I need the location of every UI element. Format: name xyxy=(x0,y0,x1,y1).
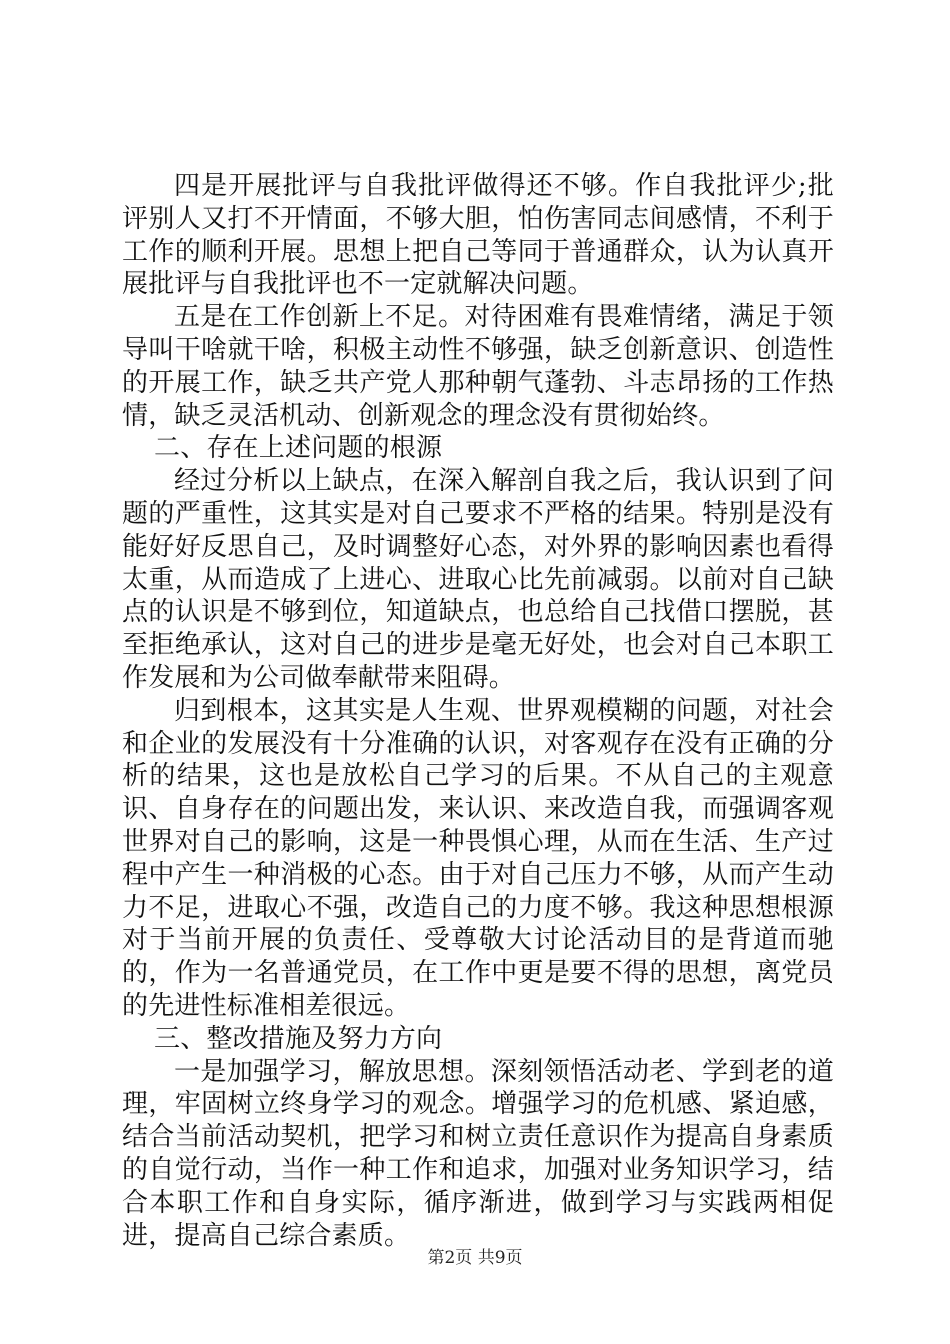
paragraph-criticism: 四是开展批评与自我批评做得还不够。作自我批评少;批评别人又打不开情面，不够大胆，怕伤害同志间感情，不利于工作的顺利开展。思想上把自己等同于普通群众，认为认真开展批评与自我批评也不一定就解决问题。 xyxy=(122,171,834,300)
paragraph-study: 一是加强学习，解放思想。深刻领悟活动老、学到老的道理，牢固树立终身学习的观念。增强学习的危机感、紧迫感，结合当前活动契机，把学习和树立责任意识作为提高自身素质的自觉行动，当作一种工作和追求，加强对业务知识学习，结合本职工作和自身实际，循序渐进，做到学习与实践两相促进，提高自己综合素质。 xyxy=(122,1056,834,1251)
page-number-footer: 第2页 共9页 xyxy=(427,1248,523,1268)
paragraph-fundamental: 归到根本，这其实是人生观、世界观模糊的问题，对社会和企业的发展没有十分准确的认识，对客观存在没有正确的分析的结果，这也是放松自己学习的后果。不从自己的主观意识、自身存在的问题出发，来认识、来改造自我，而强调客观世界对自己的影响，这是一种畏惧心理，从而在生活、生产过程中产生一种消极的心态。由于对自己压力不够，从而产生动力不足，进取心不强，改造自己的力度不够。我这种思想根源对于当前开展的负责任、受尊敬大讨论活动目的是背道而驰的，作为一名普通党员，在工作中更是要不得的思想，离党员的先进性标准相差很远。 xyxy=(122,695,834,1021)
section-heading-root-causes: 二、存在上述问题的根源 xyxy=(154,433,443,464)
paragraph-analysis: 经过分析以上缺点，在深入解剖自我之后，我认识到了问题的严重性，这其实是对自己要求不严格的结果。特别是没有能好好反思自己，及时调整好心态，对外界的影响因素也看得太重，从而造成了上进心、进取心比先前减弱。以前对自己缺点的认识是不够到位，知道缺点，也总给自己找借口摆脱，甚至拒绝承认，这对自己的进步是毫无好处，也会对自己本职工作发展和为公司做奉献带来阻碍。 xyxy=(122,466,834,693)
paragraph-innovation: 五是在工作创新上不足。对待困难有畏难情绪，满足于领导叫干啥就干啥，积极主动性不够强，缺乏创新意识、创造性的开展工作，缺乏共产党人那种朝气蓬勃、斗志昂扬的工作热情，缺乏灵活机动、创新观念的理念没有贯彻始终。 xyxy=(122,302,834,431)
section-heading-rectification: 三、整改措施及努力方向 xyxy=(154,1023,443,1054)
document-body xyxy=(122,170,834,1252)
